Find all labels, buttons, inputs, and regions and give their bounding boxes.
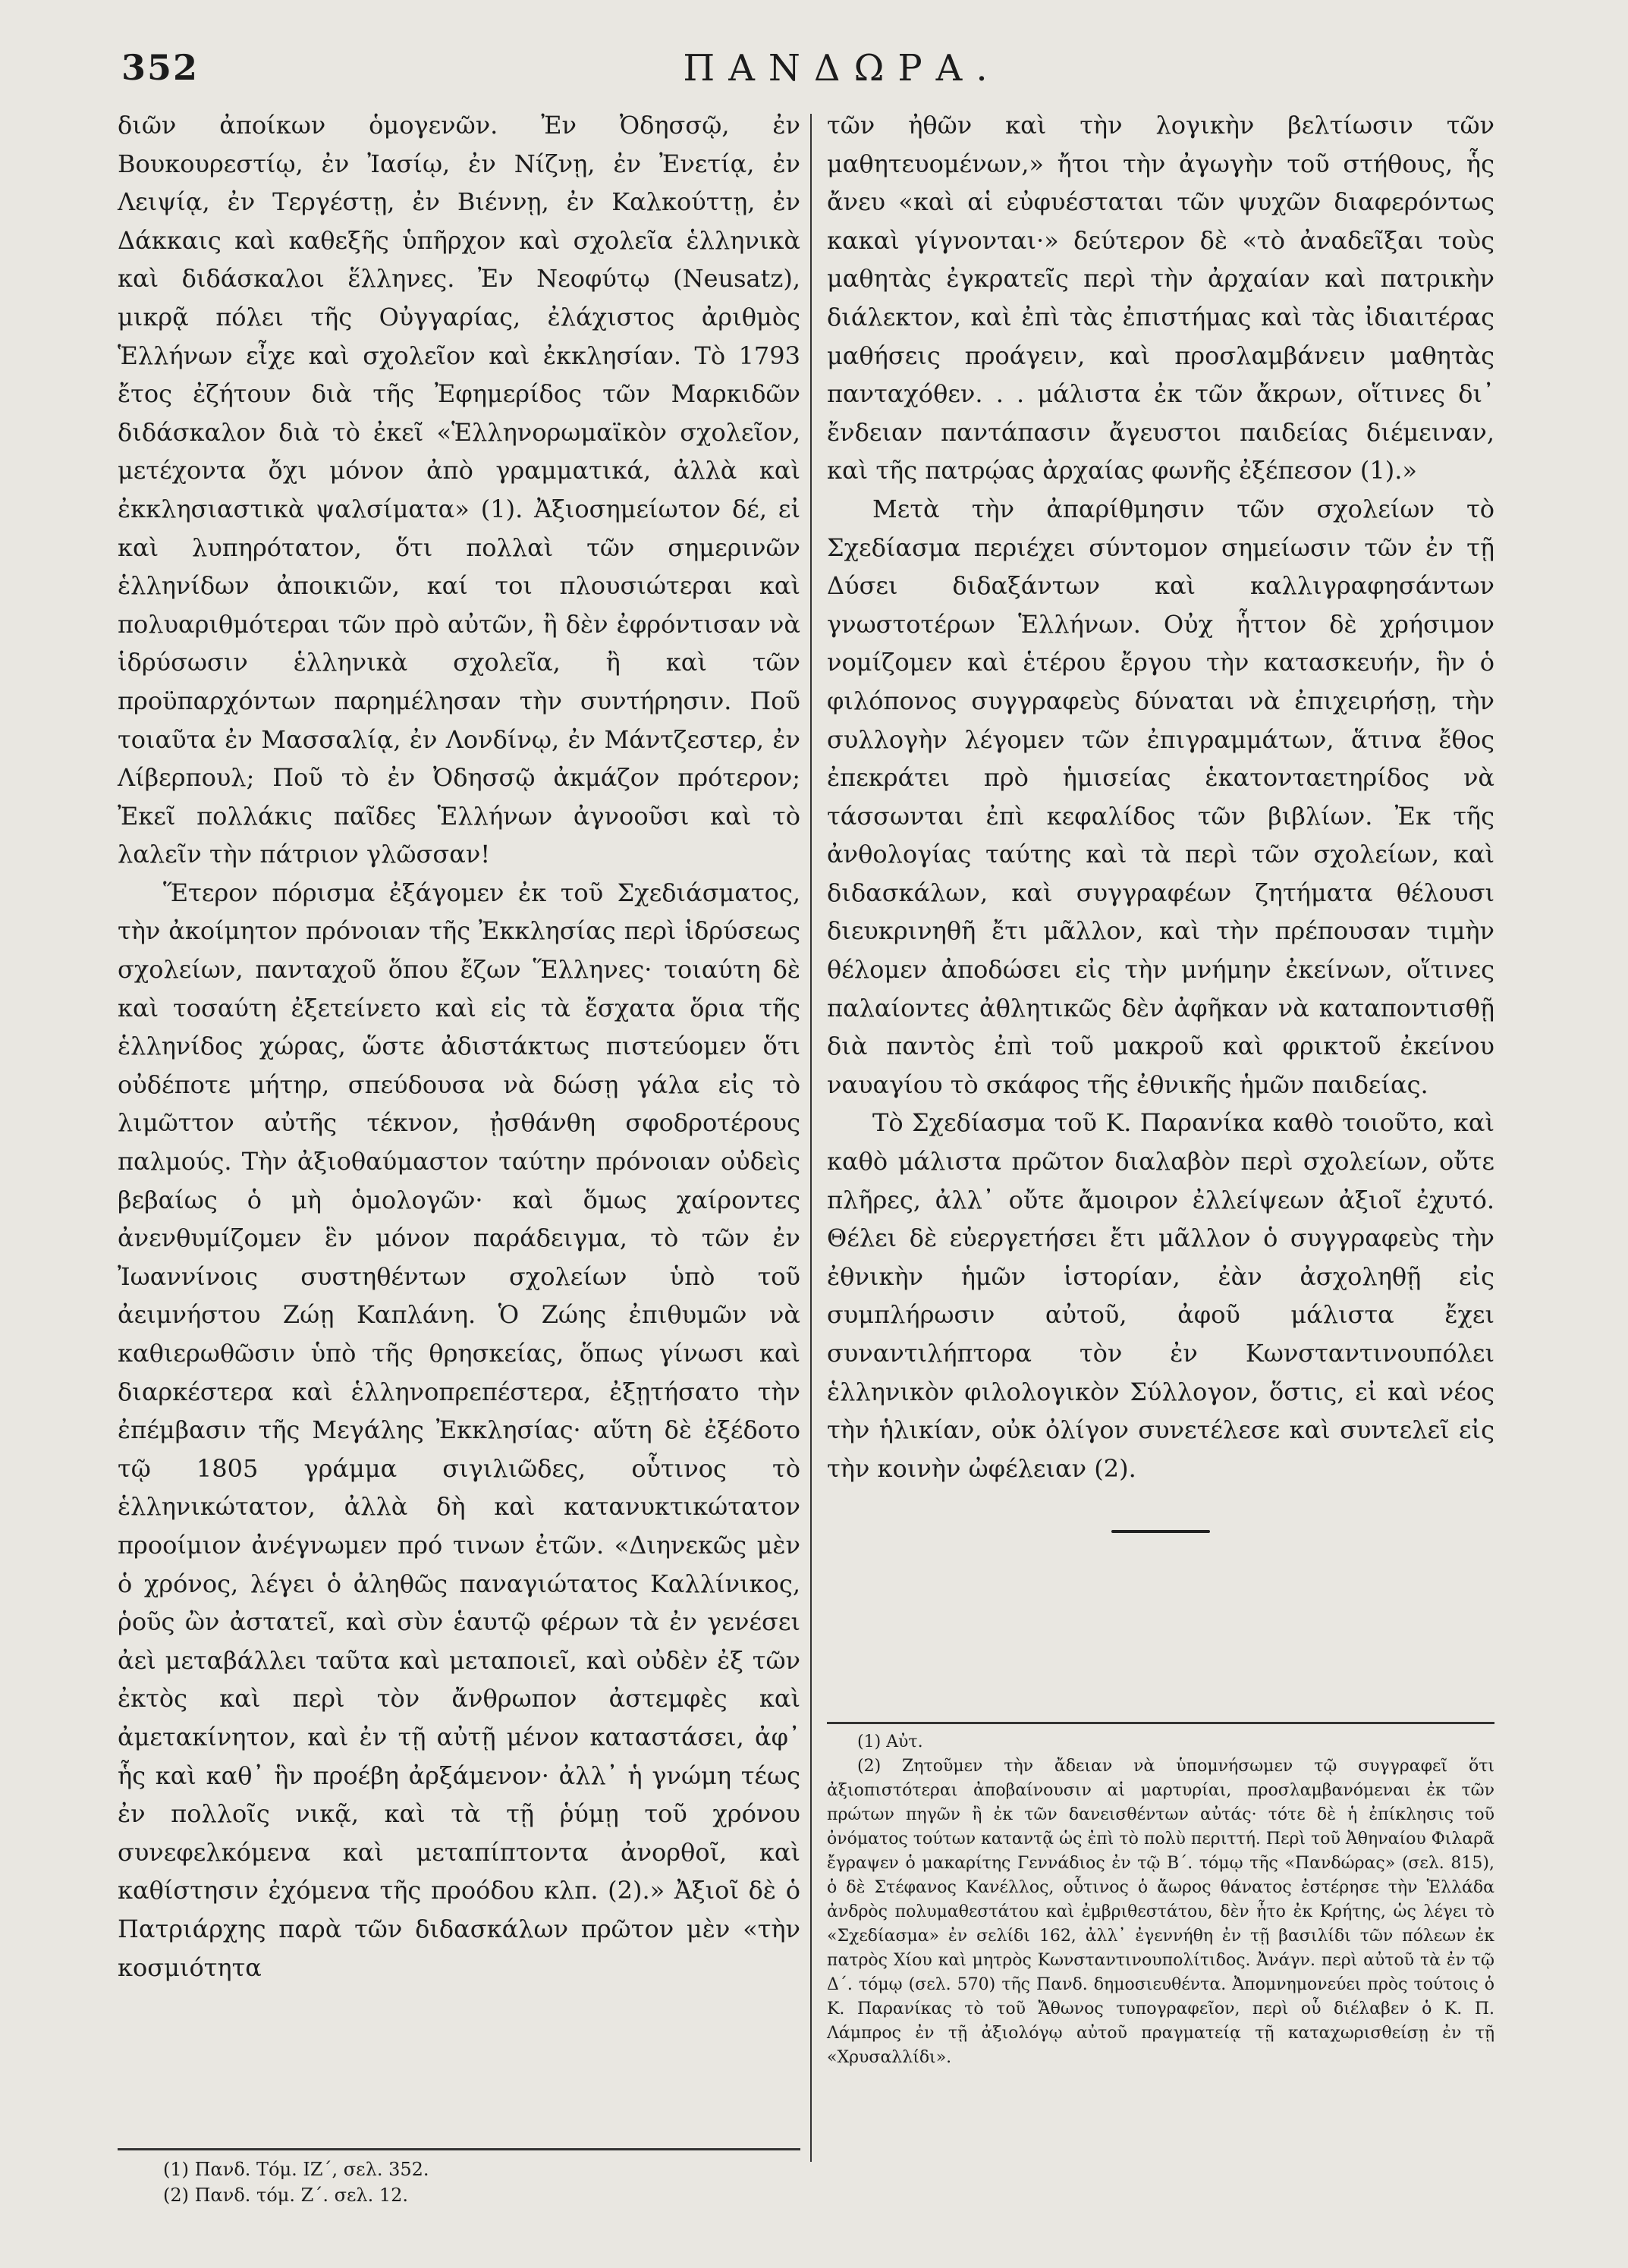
page-number: 352 xyxy=(121,47,200,88)
left-column xyxy=(118,106,800,1987)
footnotes-left xyxy=(118,2148,800,2208)
journal-title: ΠΑΝΔΩΡΑ. xyxy=(683,47,1001,90)
paragraph: διῶν ἀποίκων ὁμογενῶν. Ἐν Ὀδησσῷ, ἐν Βουκουρεστίῳ, ἐν Ἰασίῳ, ἐν Νίζνῃ, ἐν Ἐνετίᾳ, ἐν Λειψίᾳ, ἐν Τεργέστῃ, ἐν Βιέννῃ, ἐν Καλκούττῃ, ἐν Δάκκαις καὶ καθεξῆς ὑπῆρχον καὶ σχολεῖα ἑλληνικὰ καὶ διδάσκαλοι ἕλληνες. Ἐν Νεοφύτῳ (Neusatz), μικρᾷ πόλει τῆς Οὐγγαρίας, ἐλάχιστος ἀριθμὸς Ἑλλήνων εἶχε καὶ σχολεῖον καὶ ἐκκλησίαν. Τὸ 1793 ἔτος ἐζήτουν διὰ τῆς Ἐφημερίδος τῶν Μαρκιδῶν διδάσκαλον διὰ τὸ ἐκεῖ «Ἑλληνορωμαϊκὸν σχολεῖον, μετέχοντα ὄχι μόνον ἀπὸ γραμματικά, ἀλλὰ καὶ ἐκκλησιαστικὰ ψαλσίματα» (1). Ἀξιοσημείωτον δέ, εἰ καὶ λυπηρότατον, ὅτι πολλαὶ τῶν σημερινῶν ἑλληνίδων ἀποικιῶν, καί τοι πλουσιώτεραι καὶ πολυαριθμότεραι τῶν πρὸ αὐτῶν, ἢ δὲν ἐφρόντισαν νὰ ἱδρύσωσιν ἑλληνικὰ σχολεῖα, ἢ καὶ τῶν προϋπαρχόντων παρημέλησαν τὴν συντήρησιν. Ποῦ τοιαῦτα ἐν Μασσαλίᾳ, ἐν Λονδίνῳ, ἐν Μάντζεστερ, ἐν Λίβερπουλ; Ποῦ τὸ ἐν Ὀδησσῷ ἀκμάζον πρότερον; Ἐκεῖ πολλάκις παῖδες Ἑλλήνων ἀγνοοῦσι καὶ τὸ λαλεῖν τὴν πάτριον γλῶσσαν! xyxy=(118,111,800,869)
footnote-rule xyxy=(827,1722,1494,1724)
paragraph: Μετὰ τὴν ἀπαρίθμησιν τῶν σχολείων τὸ Σχεδίασμα περιέχει σύντομον σημείωσιν τῶν ἐν τῇ Δύσει διδαξάντων καὶ καλλιγραφησάντων γνωστοτέρων Ἑλλήνων. Οὐχ ἧττον δὲ χρήσιμον νομίζομεν καὶ ἑτέρου ἔργου τὴν κατασκευήν, ἣν ὁ φιλόπονος συγγραφεὺς δύναται νὰ ἐπιχειρήσῃ, τὴν συλλογὴν λέγομεν τῶν ἐπιγραμμάτων, ἅτινα ἔθος ἐπεκράτει πρὸ ἡμισείας ἑκατονταετηρίδος νὰ τάσσωνται ἐπὶ κεφαλίδος τῶν βιβλίων. Ἐκ τῆς ἀνθολογίας ταύτης καὶ τὰ περὶ τῶν σχολείων, καὶ διδασκάλων, καὶ συγγραφέων ζητήματα θέλουσι διευκρινηθῆ ἔτι μᾶλλον, καὶ τὴν πρέπουσαν τιμὴν θέλομεν ἀποδώσει εἰς τὴν μνήμην ἐκείνων, οἵτινες παλαίοντες ἀθλητικῶς δὲν ἀφῆκαν νὰ καταποντισθῇ διὰ παντὸς ἐπὶ τοῦ μακροῦ καὶ φρικτοῦ ἐκείνου ναυαγίου τὸ σκάφος τῆς ἐθνικῆς ἡμῶν παιδείας. xyxy=(827,494,1494,1099)
page-header xyxy=(114,47,1570,100)
footnotes-right xyxy=(827,1722,1494,2070)
footnote: (1) Αὐτ. xyxy=(857,1732,923,1751)
paragraph: τῶν ἠθῶν καὶ τὴν λογικὴν βελτίωσιν τῶν μαθητευομένων,» ἤτοι τὴν ἀγωγὴν τοῦ στήθους, ἧς ἄνευ «καὶ αἱ εὐφυέσταται τῶν ψυχῶν διαφερόντως κακαὶ γίγνονται·» δεύτερον δὲ «τὸ ἀναδεῖξαι τοὺς μαθητὰς ἐγκρατεῖς περὶ τὴν ἀρχαίαν καὶ πατρικὴν διάλεκτον, καὶ ἐπὶ τὰς ἐπιστήμας καὶ τὰς ἰδιαιτέρας μαθήσεις προάγειν, καὶ προσλαμβάνειν μαθητὰς πανταχόθεν. . . μάλιστα ἐκ τῶν ἄκρων, οἵτινες δι᾽ ἔνδειαν παντάπασιν ἄγευστοι παιδείας διέμειναν, καὶ τῆς πατρῴας ἀρχαίας φωνῆς ἐξέπεσον (1).» xyxy=(827,111,1494,485)
paragraph: Τὸ Σχεδίασμα τοῦ Κ. Παρανίκα καθὸ τοιοῦτο, καὶ καθὸ μάλιστα πρῶτον διαλαβὸν περὶ σχολείων, οὔτε πλῆρες, ἀλλ᾽ οὔτε ἄμοιρον ἐλλείψεων ἀξιοῖ ἐχυτό. Θέλει δὲ εὐεργετήσει ἔτι μᾶλλον ὁ συγγραφεὺς τὴν ἐθνικὴν ἡμῶν ἱστορίαν, ἐὰν ἀσχοληθῇ εἰς συμπλήρωσιν αὐτοῦ, ἀφοῦ μάλιστα ἔχει συναντιλήπτορα τὸν ἐν Κωνσταντινουπόλει ἑλληνικὸν φιλολογικὸν Σύλλογον, ὅστις, εἰ καὶ νέος τὴν ἡλικίαν, οὐκ ὀλίγον συνετέλεσε καὶ συντελεῖ εἰς τὴν κοινὴν ὠφέλειαν (2). xyxy=(827,1108,1494,1483)
right-column xyxy=(827,106,1494,1533)
footnote: (2) Πανδ. τόμ. Ζ΄. σελ. 12. xyxy=(163,2185,409,2206)
footnote: (1) Πανδ. Τόμ. ΙΖ΄, σελ. 352. xyxy=(163,2159,429,2180)
paragraph: Ἕτερον πόρισμα ἐξάγομεν ἐκ τοῦ Σχεδιάσματος, τὴν ἀκοίμητον πρόνοιαν τῆς Ἐκκλησίας περὶ ἱδρύσεως σχολείων, πανταχοῦ ὅπου ἔζων Ἕλληνες· τοιαύτη δὲ καὶ τοσαύτη ἐξετείνετο καὶ εἰς τὰ ἔσχατα ὅρια τῆς ἑλληνίδος χώρας, ὥστε ἀδιστάκτως πιστεύομεν ὅτι οὐδέποτε μήτηρ, σπεύδουσα νὰ δώσῃ γάλα εἰς τὸ λιμῶττον αὐτῆς τέκνον, ᾐσθάνθη σφοδροτέρους παλμούς. Τὴν ἀξιοθαύμαστον ταύτην πρόνοιαν οὐδεὶς βεβαίως ὁ μὴ ὁμολογῶν· καὶ ὅμως χαίροντες ἀνενθυμίζομεν ἓν μόνον παράδειγμα, τὸ τῶν ἐν Ἰωαννίνοις συστηθέντων σχολείων ὑπὸ τοῦ ἀειμνήστου Ζώῃ Καπλάνη. Ὁ Ζώης ἐπιθυμῶν νὰ καθιερωθῶσιν ὑπὸ τῆς θρησκείας, ὅπως γίνωσι καὶ διαρκέστερα καὶ ἑλληνοπρεπέστερα, ἐξῃτήσατο τὴν ἐπέμβασιν τῆς Μεγάλης Ἐκκλησίας· αὕτη δὲ ἐξέδοτο τῷ 1805 γράμμα σιγιλιῶδες, οὗτινος τὸ ἑλληνικώτατον, ἀλλὰ δὴ καὶ κατανυκτικώτατον προοίμιον ἀνέγνωμεν πρό τινων ἐτῶν. «Διηνεκῶς μὲν ὁ χρόνος, λέγει ὁ ἀληθῶς παναγιώτατος Καλλίνικος, ῥοῦς ὢν ἀστατεῖ, καὶ σὺν ἑαυτῷ φέρων τὰ ἐν γενέσει ἀεὶ μεταβάλλει ταῦτα καὶ μεταποιεῖ, καὶ οὐδὲν ἐξ τῶν ἐκτὸς καὶ περὶ τὸν ἄνθρωπον ἀστεμφὲς καὶ ἀμετακίνητον, καὶ ἐν τῇ αὐτῇ μένον καταστάσει, ἀφ᾽ ἧς καὶ καθ᾽ ἣν προέβη ἀρξάμενον· ἀλλ᾽ ἡ γνώμη τέως ἐν πολλοῖς νικᾷ, καὶ τὰ τῇ ῥύμῃ τοῦ χρόνου συνεφελκόμενα καὶ μεταπίπτοντα ἀνορθοῖ, καὶ καθίστησιν ἐχόμενα τῆς προόδου κλπ. (2).» Ἀξιοῖ δὲ ὁ Πατριάρχης παρὰ τῶν διδασκάλων πρῶτον μὲν «τὴν κοσμιότητα xyxy=(118,878,800,1982)
section-divider-ornament xyxy=(1111,1530,1210,1533)
footnote-rule xyxy=(118,2148,800,2150)
footnote: (2) Ζητοῦμεν τὴν ἄδειαν νὰ ὑπομνήσωμεν τῷ συγγραφεῖ ὅτι ἀξιοπιστότεραι ἀποβαίνουσιν αἱ μαρτυρίαι, προσλαμβανόμεναι ἐκ τῶν πρώτων πηγῶν ἢ ἐκ τῶν δανεισθέντων αὐτάς· τότε δὲ ἡ ἐπίκλησις τοῦ ὀνόματος τούτων καταντᾷ ὡς ἐπὶ τὸ πολὺ περιττή. Περὶ τοῦ Ἀθηναίου Φιλαρᾶ ἔγραψεν ὁ μακαρίτης Γεννάδιος ἐν τῷ Β΄. τόμῳ τῆς «Πανδώρας» (σελ. 815), ὁ δὲ Στέφανος Κανέλλος, οὗτινος ὁ ἄωρος θάνατος ἐστέρησε τὴν Ἑλλάδα ἀνδρὸς πολυμαθεστάτου καὶ ἐμβριθεστάτου, δὲν ἦτο ἐκ Κρήτης, ὡς λέγει τὸ «Σχεδίασμα» ἐν σελίδι 162, ἀλλ᾽ ἐγεννήθη ἐν τῇ βασιλίδι τῶν πόλεων ἐκ πατρὸς Χίου καὶ μητρὸς Κωνσταντινουπολίτιδος. Ἀνάγν. περὶ αὐτοῦ τὰ ἐν τῷ Δ΄. τόμῳ (σελ. 570) τῆς Πανδ. δημοσιευθέντα. Ἀπομνημονεύει πρὸς τούτοις ὁ Κ. Παρανίκας τὸ τοῦ Ἄθωνος τυπογραφεῖον, περὶ οὗ διέλαβεν ὁ Κ. Π. Λάμπρος ἐν τῇ ἀξιολόγῳ αὐτοῦ πραγματείᾳ τῇ καταχωρισθείσῃ ἐν τῇ «Χρυσαλλίδι». xyxy=(827,1757,1494,2067)
column-divider xyxy=(810,114,812,2162)
